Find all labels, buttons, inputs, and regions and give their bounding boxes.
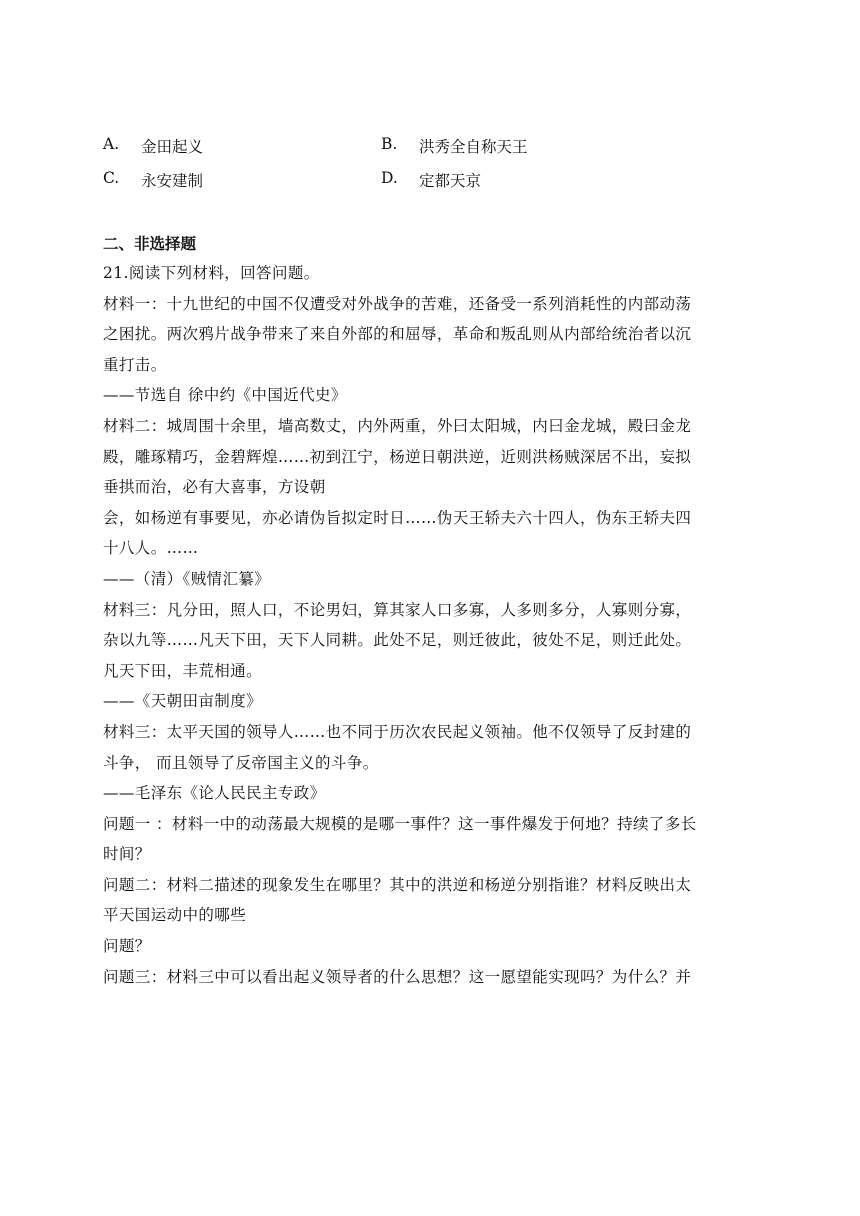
text-line: 十八人。…… [103, 539, 199, 558]
text-line: 重打击。 [103, 355, 167, 374]
question-line: 问题？ [103, 937, 151, 956]
question-section [103, 230, 763, 992]
option-d [381, 169, 659, 191]
text-line: 凡天下田，丰荒相通。 [103, 661, 263, 680]
option-letter: D. [381, 169, 398, 187]
text-line: 会，如杨逆有事要见，亦必请伪旨拟定时日……伪天王轿夫六十四人，伪东王轿夫四 [103, 508, 692, 527]
source-citation: ——《天朝田亩制度》 [103, 692, 263, 711]
question-line: 问题一 ：材料一中的动荡最大规模的是哪一事件？这一事件爆发于何地？持续了多长 [103, 814, 697, 833]
text-line: 材料一：十九世纪的中国不仅遭受对外战争的苦难，还备受一系列消耗性的内部动荡 [103, 294, 692, 313]
text-line: 杂以九等……凡天下田，天下人同耕。此处不足，则迁彼此，彼处不足，则迁此处。 [103, 631, 692, 650]
option-a [103, 135, 381, 157]
text-line: 21.阅读下列材料，回答问题。 [103, 264, 320, 282]
option-text: 金田起义 [141, 138, 204, 156]
options-row-2 [103, 163, 783, 197]
question-line: 时间？ [103, 845, 151, 864]
question-line: 问题三：材料三中可以看出起义领导者的什么思想？这一愿望能实现吗？为什么？并 [103, 967, 692, 986]
question-line: 问题二：材料二描述的现象发生在哪里？其中的洪逆和杨逆分别指谁？材料反映出太 [103, 875, 692, 894]
option-c [103, 169, 381, 191]
text-line: 之困扰。两次鸦片战争带来了来自外部的和屈辱，革命和叛乱则从内部给统治者以沉 [103, 325, 692, 344]
text-line: 垂拱而治，必有大喜事，方设朝 [103, 478, 326, 497]
option-letter: A. [103, 135, 120, 153]
option-letter: C. [103, 169, 120, 187]
text-line: 材料三：太平天国的领导人……也不同于历次农民起义领袖。他不仅领导了反封建的 [103, 722, 692, 741]
option-text: 永安建制 [141, 172, 204, 190]
question-line: 平天国运动中的哪些 [103, 906, 247, 925]
option-text: 洪秀全自称天王 [419, 138, 528, 156]
option-b [381, 135, 659, 157]
source-citation: ——（清）《贼情汇纂》 [103, 569, 271, 588]
answer-options [103, 129, 783, 197]
source-citation: ——毛泽东《论人民民主专政》 [103, 784, 326, 803]
text-line: 材料二：城周围十余里，墙高数丈，内外两重，外曰太阳城，内曰金龙城，殿曰金龙 [103, 416, 692, 435]
option-letter: B. [381, 135, 398, 153]
text-line: 殿，雕琢精巧，金碧辉煌……初到江宁，杨逆日朝洪逆，近则洪杨贼深居不出，妄拟 [103, 447, 692, 466]
text-line: 斗争， 而且领导了反帝国主义的斗争。 [103, 753, 379, 772]
source-citation: ——节选自 徐中约《中国近代史》 [103, 386, 347, 405]
text-line: 材料三：凡分田，照人口，不论男妇，算其家人口多寡，人多则多分，人寡则分寡， [103, 600, 692, 619]
section-title: 二、非选择题 [103, 234, 197, 253]
option-text: 定都天京 [419, 172, 482, 190]
options-row-1 [103, 129, 783, 163]
